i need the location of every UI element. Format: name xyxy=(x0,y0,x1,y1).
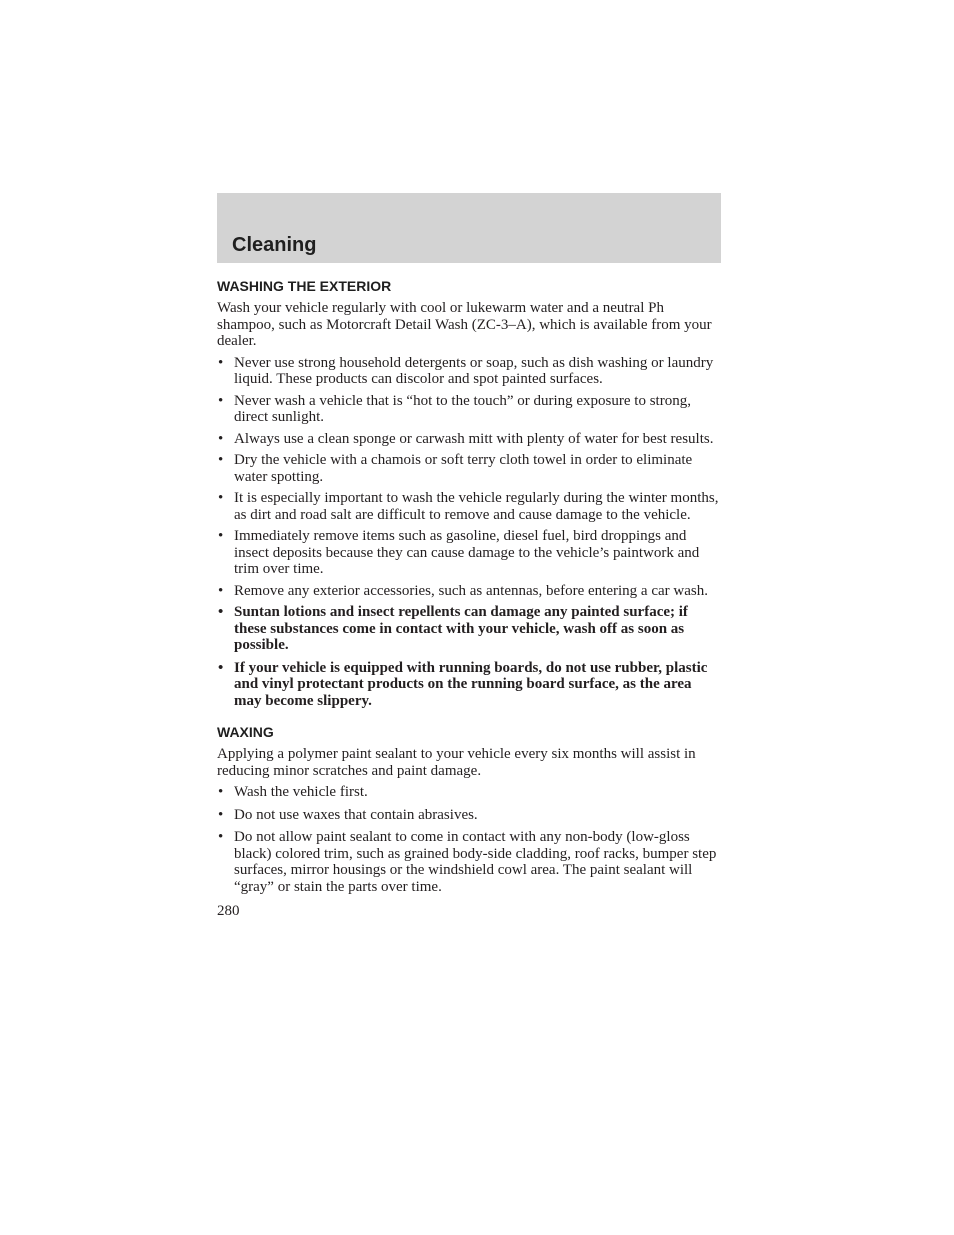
list-item: • Do not allow paint sealant to come in contact with any non-body (low-gloss black) colored trim, such as grained body-side cladding, roof racks, bumper step surfaces, mirror housings or the windshield cowl area. The paint sealant will “gray” or stain the parts over time. xyxy=(218,829,717,895)
list-item: • Do not use waxes that contain abrasives. xyxy=(218,806,478,823)
list-item: • Always use a clean sponge or carwash mitt with plenty of water for best results. xyxy=(218,430,714,447)
manual-page xyxy=(217,193,721,920)
warning-list-item: • Suntan lotions and insect repellents can damage any painted surface; if these substances come in contact with your vehicle, wash off as soon as possible. xyxy=(218,604,688,653)
waxing-intro: Applying a polymer paint sealant to your vehicle every six months will assist in reducing minor scratches and paint damage. xyxy=(217,746,696,779)
washing-intro: Wash your vehicle regularly with cool or lukewarm water and a neutral Ph shampoo, such as Motorcraft Detail Wash (ZC-3–A), which is available from your dealer. xyxy=(217,300,712,349)
warning-list-item: • If your vehicle is equipped with running boards, do not use rubber, plastic and vinyl protectant products on the running board surface, as the area may become slippery. xyxy=(218,659,708,709)
washing-heading: WASHING THE EXTERIOR xyxy=(217,278,392,294)
washing-bullet-list xyxy=(217,355,721,710)
list-item: • Wash the vehicle first. xyxy=(218,784,368,800)
section-header-band xyxy=(217,193,721,263)
list-item: • Remove any exterior accessories, such as antennas, before entering a car wash. xyxy=(218,582,708,599)
page-number: 280 xyxy=(217,903,240,919)
list-item: • Never wash a vehicle that is “hot to the touch” or during exposure to strong, direct sunlight. xyxy=(218,392,691,425)
list-item: • Dry the vehicle with a chamois or soft terry cloth towel in order to eliminate water spotting. xyxy=(218,452,693,485)
list-item: • Never use strong household detergents or soap, such as dish washing or laundry liquid. These products can discolor and spot painted surfaces. xyxy=(218,354,714,387)
waxing-bullet-list xyxy=(217,784,721,895)
list-item: • It is especially important to wash the vehicle regularly during the winter months, as dirt and road salt are difficult to remove and cause damage to the vehicle. xyxy=(218,490,719,523)
list-item: • Immediately remove items such as gasoline, diesel fuel, bird droppings and insect deposits because they can cause damage to the vehicle’s paintwork and trim over time. xyxy=(218,528,700,577)
waxing-heading: WAXING xyxy=(217,724,274,740)
page-title: Cleaning xyxy=(232,234,317,256)
